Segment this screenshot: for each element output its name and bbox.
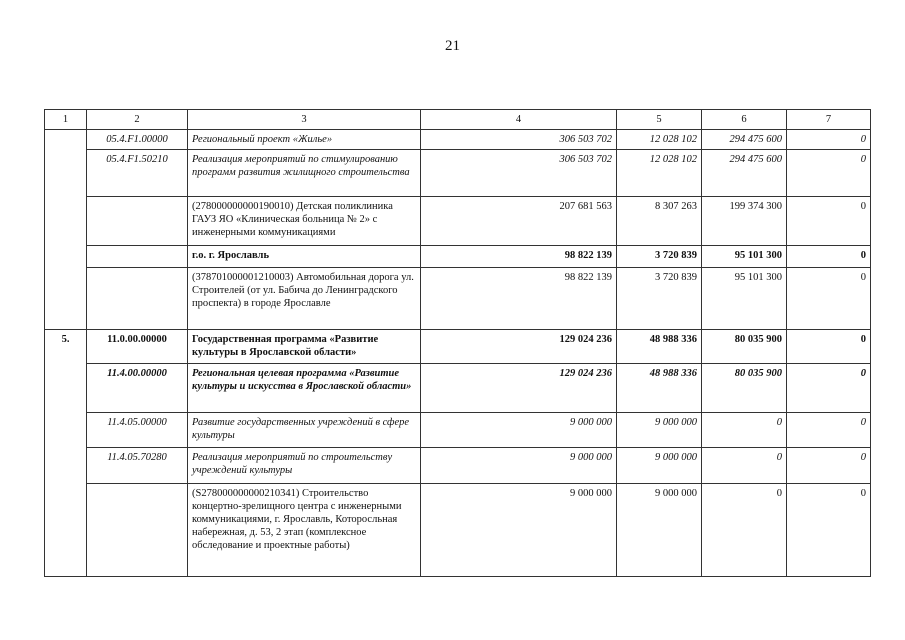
row-name: (S278000000000210341) Строительство концертно-зрелищного центра с инженерными коммуникациями, г. Ярославль, Которосльная набережная, д. 53, 2 этап (комплексное обследование и проектные работы) — [188, 484, 421, 577]
row-col6: 294 475 600 — [702, 130, 787, 150]
row-code — [87, 246, 188, 268]
table-row — [45, 246, 871, 268]
table-row — [45, 330, 871, 364]
row-code — [87, 197, 188, 246]
table-row — [45, 413, 871, 448]
row-col5: 8 307 263 — [617, 197, 702, 246]
table-row — [45, 484, 871, 577]
table-row — [45, 197, 871, 246]
table-row — [45, 364, 871, 413]
row-total: 9 000 000 — [421, 448, 617, 484]
row-name: (378701000001210003) Автомобильная дорога ул. Строителей (от ул. Бабича до Ленинградского проспекта) в городе Ярославле — [188, 268, 421, 330]
row-code: 11.4.00.00000 — [87, 364, 188, 413]
row-code — [87, 268, 188, 330]
table-row — [45, 130, 871, 150]
row-code: 05.4.F1.00000 — [87, 130, 188, 150]
header-cell: 5 — [617, 110, 702, 130]
row-col6: 80 035 900 — [702, 364, 787, 413]
row-index — [45, 130, 87, 330]
row-code — [87, 484, 188, 577]
header-cell: 4 — [421, 110, 617, 130]
row-col5: 12 028 102 — [617, 150, 702, 197]
page-number: 21 — [445, 38, 460, 54]
row-code: 05.4.F1.50210 — [87, 150, 188, 197]
table-row — [45, 268, 871, 330]
row-total: 9 000 000 — [421, 484, 617, 577]
row-col6: 80 035 900 — [702, 330, 787, 364]
row-total: 9 000 000 — [421, 413, 617, 448]
row-total: 306 503 702 — [421, 130, 617, 150]
row-col7: 0 — [787, 268, 871, 330]
row-col6: 0 — [702, 448, 787, 484]
row-name: Реализация мероприятий по стимулированию программ развития жилищного строительства — [188, 150, 421, 197]
row-name: (278000000000190010) Детская поликлиника ГАУЗ ЯО «Клиническая больница № 2» с инженерными коммуникациями — [188, 197, 421, 246]
row-index: 5. — [45, 330, 87, 577]
row-col7: 0 — [787, 197, 871, 246]
row-name: Государственная программа «Развитие культуры в Ярославской области» — [188, 330, 421, 364]
row-total: 129 024 236 — [421, 330, 617, 364]
row-total: 98 822 139 — [421, 246, 617, 268]
row-total: 98 822 139 — [421, 268, 617, 330]
header-cell: 2 — [87, 110, 188, 130]
row-name: Региональная целевая программа «Развитие культуры и искусства в Ярославской области» — [188, 364, 421, 413]
table-header-row — [45, 110, 871, 130]
row-col7: 0 — [787, 413, 871, 448]
row-col5: 9 000 000 — [617, 413, 702, 448]
header-cell: 3 — [188, 110, 421, 130]
row-total: 306 503 702 — [421, 150, 617, 197]
row-col5: 3 720 839 — [617, 246, 702, 268]
row-col7: 0 — [787, 330, 871, 364]
header-cell: 7 — [787, 110, 871, 130]
row-col7: 0 — [787, 246, 871, 268]
row-name: Региональный проект «Жилье» — [188, 130, 421, 150]
table-row — [45, 448, 871, 484]
header-cell: 1 — [45, 110, 87, 130]
row-col6: 199 374 300 — [702, 197, 787, 246]
row-col7: 0 — [787, 484, 871, 577]
row-col6: 95 101 300 — [702, 268, 787, 330]
row-col5: 48 988 336 — [617, 364, 702, 413]
row-col7: 0 — [787, 364, 871, 413]
row-col6: 95 101 300 — [702, 246, 787, 268]
row-total: 129 024 236 — [421, 364, 617, 413]
row-col7: 0 — [787, 150, 871, 197]
row-code: 11.4.05.00000 — [87, 413, 188, 448]
row-col7: 0 — [787, 448, 871, 484]
row-name: г.о. г. Ярославль — [188, 246, 421, 268]
row-col6: 0 — [702, 484, 787, 577]
budget-table — [44, 109, 871, 577]
row-code: 11.4.05.70280 — [87, 448, 188, 484]
row-col7: 0 — [787, 130, 871, 150]
row-col5: 9 000 000 — [617, 484, 702, 577]
row-col5: 12 028 102 — [617, 130, 702, 150]
row-col5: 9 000 000 — [617, 448, 702, 484]
row-col5: 48 988 336 — [617, 330, 702, 364]
row-col6: 0 — [702, 413, 787, 448]
header-cell: 6 — [702, 110, 787, 130]
row-code: 11.0.00.00000 — [87, 330, 188, 364]
row-total: 207 681 563 — [421, 197, 617, 246]
row-name: Развитие государственных учреждений в сфере культуры — [188, 413, 421, 448]
row-col5: 3 720 839 — [617, 268, 702, 330]
row-name: Реализация мероприятий по строительству учреждений культуры — [188, 448, 421, 484]
row-col6: 294 475 600 — [702, 150, 787, 197]
table-row — [45, 150, 871, 197]
